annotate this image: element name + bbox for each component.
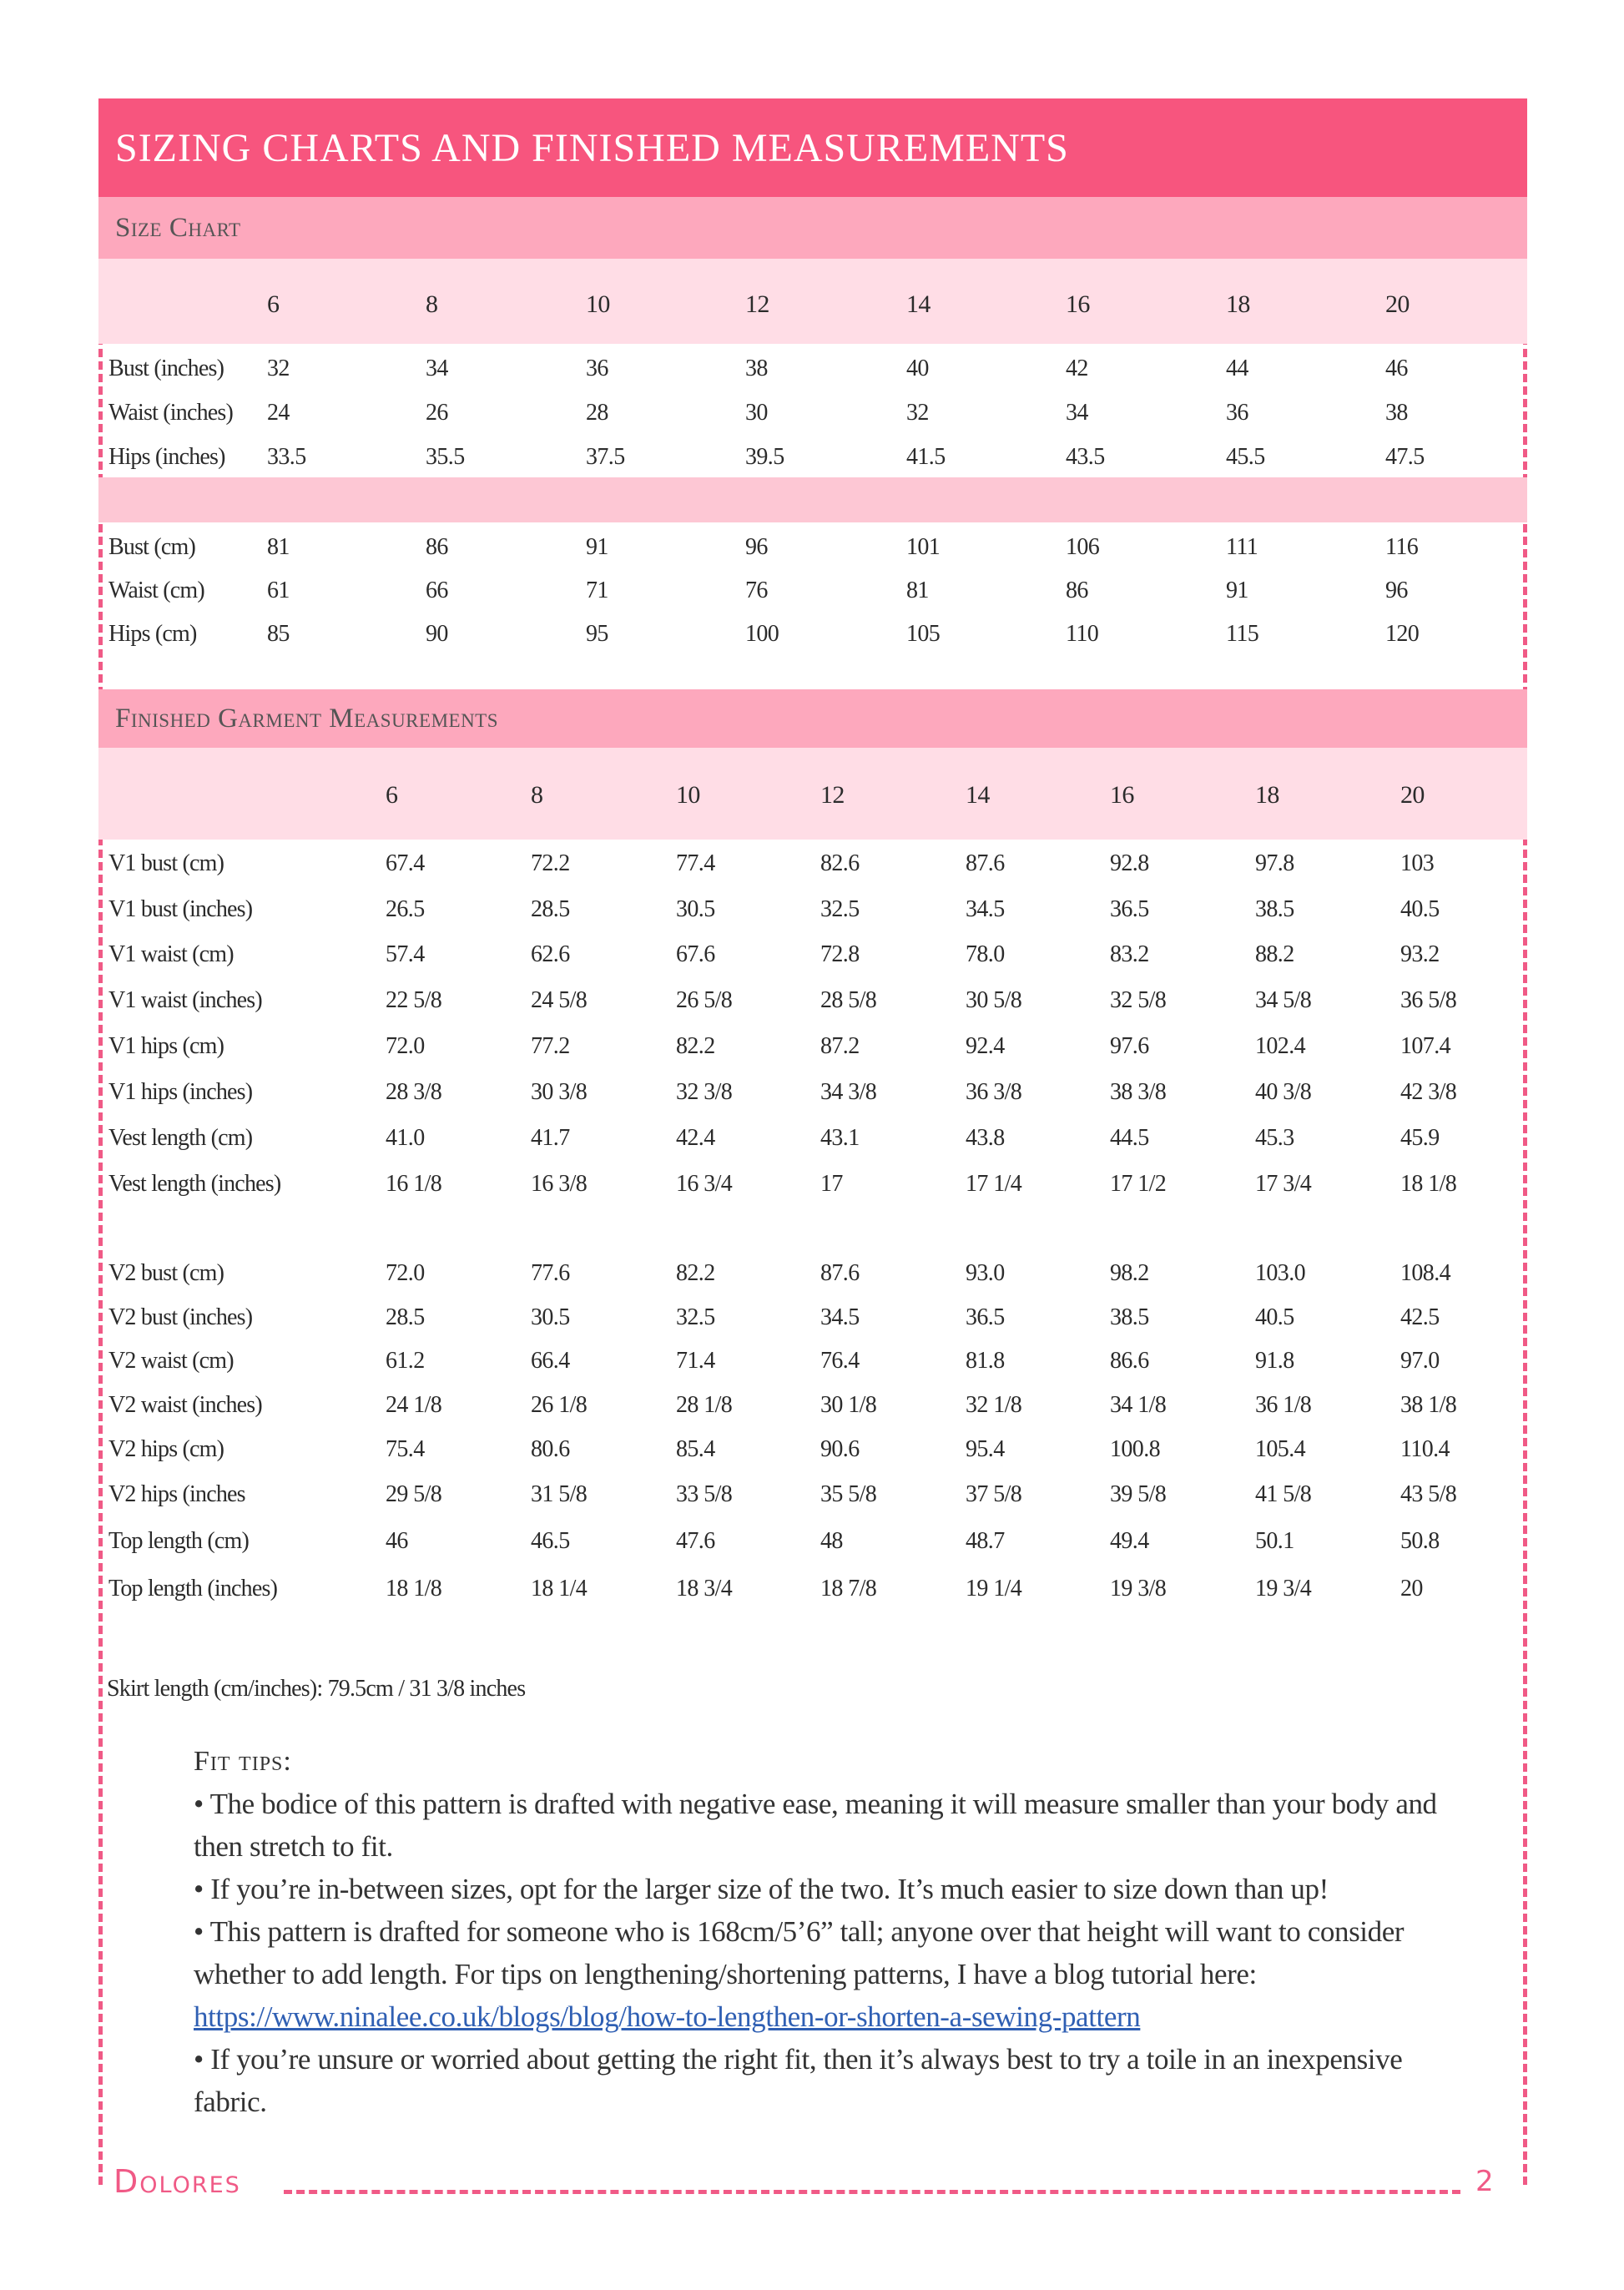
finished-cell: 30.5 (676, 896, 715, 922)
size-cell: 42 (1066, 356, 1088, 381)
size-cell: 115 (1226, 621, 1259, 647)
finished-cell: 72.2 (531, 850, 570, 876)
finished-cell: 26.5 (386, 896, 425, 922)
size-cell: 47.5 (1385, 444, 1425, 470)
size-header-16: 16 (1066, 290, 1090, 318)
size-cell: 34 (426, 356, 448, 381)
finished-row-label: V2 hips (inches (108, 1481, 245, 1507)
finished-row-label: V1 bust (inches) (108, 896, 253, 922)
size-cell: 38 (1385, 400, 1408, 426)
finished-cell: 17 3/4 (1255, 1171, 1312, 1197)
finished-cell: 107.4 (1400, 1033, 1451, 1059)
size-cell: 90 (426, 621, 448, 647)
size-cell: 91 (586, 534, 608, 560)
finished-cell: 71.4 (676, 1348, 715, 1374)
size-cell: 39.5 (745, 444, 784, 470)
size-cell: 45.5 (1226, 444, 1265, 470)
size-chart-header-row (98, 259, 1527, 344)
size-row-label: Hips (inches) (108, 444, 225, 470)
size-cell: 36 (586, 356, 608, 381)
size-cell: 46 (1385, 356, 1408, 381)
finished-cell: 36.5 (1110, 896, 1149, 922)
finished-row-label: V1 waist (cm) (108, 941, 234, 967)
finished-cell: 34 3/8 (820, 1079, 877, 1105)
finished-cell: 91.8 (1255, 1348, 1294, 1374)
fit-tip-3 (194, 1910, 1462, 2038)
finished-cell: 62.6 (531, 941, 570, 967)
finished-cell: 92.4 (966, 1033, 1005, 1059)
footer-page-number: 2 (1475, 2165, 1494, 2198)
finished-cell: 41 5/8 (1255, 1481, 1312, 1507)
size-cell: 71 (586, 578, 608, 603)
finished-cell: 72.0 (386, 1033, 425, 1059)
finished-cell: 93.2 (1400, 941, 1440, 967)
page-title: SIZING CHARTS AND FINISHED MEASUREMENTS (98, 98, 1527, 197)
finished-cell: 16 3/8 (531, 1171, 588, 1197)
finished-cell: 40.5 (1255, 1304, 1294, 1330)
finished-cell: 50.8 (1400, 1528, 1440, 1554)
finished-cell: 77.4 (676, 850, 715, 876)
finished-cell: 50.1 (1255, 1528, 1294, 1554)
size-cell: 37.5 (586, 444, 625, 470)
finished-row-label: V2 hips (cm) (108, 1436, 224, 1462)
finished-cell: 28 5/8 (820, 987, 877, 1013)
size-cell: 85 (267, 621, 290, 647)
finished-cell: 32 1/8 (966, 1392, 1022, 1418)
finished-cell: 39 5/8 (1110, 1481, 1167, 1507)
finished-cell: 46.5 (531, 1528, 570, 1554)
finished-row-label: V2 bust (inches) (108, 1304, 253, 1330)
finished-cell: 20 (1400, 1576, 1423, 1601)
finished-cell: 103 (1400, 850, 1435, 876)
finished-cell: 18 3/4 (676, 1576, 733, 1601)
size-header-12: 12 (745, 290, 769, 318)
finished-cell: 87.6 (966, 850, 1005, 876)
finished-cell: 41.0 (386, 1125, 425, 1151)
finished-row-label: V1 bust (cm) (108, 850, 224, 876)
size-header-20: 20 (1385, 290, 1410, 318)
finished-cell: 78.0 (966, 941, 1005, 967)
finished-cell: 17 1/2 (1110, 1171, 1167, 1197)
size-row-label: Bust (cm) (108, 534, 196, 560)
finished-cell: 22 5/8 (386, 987, 442, 1013)
finished-cell: 30 5/8 (966, 987, 1022, 1013)
finished-row-label: V1 hips (cm) (108, 1033, 224, 1059)
finished-cell: 18 1/4 (531, 1576, 588, 1601)
size-cell: 86 (1066, 578, 1088, 603)
finished-cell: 30 1/8 (820, 1392, 877, 1418)
size-cell: 81 (267, 534, 290, 560)
fit-tip-1: • The bodice of this pattern is drafted with negative ease, meaning it will measure smaller than your body and then stretch to fit. (194, 1788, 1437, 1863)
size-cell: 86 (426, 534, 448, 560)
size-chart-divider (98, 477, 1527, 522)
finished-cell: 30 3/8 (531, 1079, 588, 1105)
size-cell: 43.5 (1066, 444, 1105, 470)
size-cell: 76 (745, 578, 768, 603)
footer-dashed-line (284, 2190, 1460, 2194)
finished-cell: 18 1/8 (1400, 1171, 1457, 1197)
finished-cell: 18 7/8 (820, 1576, 877, 1601)
size-cell: 28 (586, 400, 608, 426)
finished-row-label: V1 waist (inches) (108, 987, 262, 1013)
finished-cell: 108.4 (1400, 1260, 1451, 1286)
finished-cell: 34 1/8 (1110, 1392, 1167, 1418)
size-cell: 33.5 (267, 444, 306, 470)
finished-cell: 82.6 (820, 850, 860, 876)
finished-cell: 30.5 (531, 1304, 570, 1330)
finished-cell: 24 5/8 (531, 987, 588, 1013)
finished-cell: 42.4 (676, 1125, 715, 1151)
size-chart-heading: Size Chart (98, 197, 1527, 259)
finished-cell: 28 1/8 (676, 1392, 733, 1418)
finished-cell: 77.2 (531, 1033, 570, 1059)
finished-row-label: Vest length (cm) (108, 1125, 253, 1151)
finished-cell: 36 3/8 (966, 1079, 1022, 1105)
finished-cell: 24 1/8 (386, 1392, 442, 1418)
finished-cell: 29 5/8 (386, 1481, 442, 1507)
finished-cell: 38.5 (1255, 896, 1294, 922)
finished-header-row (98, 748, 1527, 840)
finished-cell: 26 5/8 (676, 987, 733, 1013)
finished-cell: 67.4 (386, 850, 425, 876)
finished-cell: 34.5 (966, 896, 1005, 922)
finished-cell: 38 3/8 (1110, 1079, 1167, 1105)
finished-cell: 38 1/8 (1400, 1392, 1457, 1418)
finished-cell: 17 1/4 (966, 1171, 1022, 1197)
finished-cell: 19 3/4 (1255, 1576, 1312, 1601)
finished-row-label: Top length (inches) (108, 1576, 278, 1601)
finished-cell: 110.4 (1400, 1436, 1450, 1462)
finished-cell: 26 1/8 (531, 1392, 588, 1418)
finished-cell: 88.2 (1255, 941, 1294, 967)
finished-header-18: 18 (1255, 781, 1279, 809)
size-cell: 96 (1385, 578, 1408, 603)
finished-cell: 19 3/8 (1110, 1576, 1167, 1601)
finished-header-6: 6 (386, 781, 398, 809)
finished-cell: 76.4 (820, 1348, 860, 1374)
finished-cell: 43.1 (820, 1125, 860, 1151)
size-row-label: Hips (cm) (108, 621, 197, 647)
size-cell: 96 (745, 534, 768, 560)
finished-cell: 28.5 (531, 896, 570, 922)
size-cell: 30 (745, 400, 768, 426)
finished-cell: 43 5/8 (1400, 1481, 1457, 1507)
size-cell: 32 (906, 400, 929, 426)
finished-header-10: 10 (676, 781, 700, 809)
size-header-8: 8 (426, 290, 438, 318)
finished-cell: 97.8 (1255, 850, 1294, 876)
fit-tip-4: • If you’re unsure or worried about getting the right fit, then it’s always best to try a toile in an inexpensive fabric. (194, 2043, 1403, 2118)
finished-cell: 57.4 (386, 941, 425, 967)
size-cell: 66 (426, 578, 448, 603)
size-cell: 105 (906, 621, 941, 647)
finished-cell: 72.0 (386, 1260, 425, 1286)
size-cell: 101 (906, 534, 941, 560)
finished-cell: 16 3/4 (676, 1171, 733, 1197)
size-cell: 120 (1385, 621, 1420, 647)
fit-tips (194, 1740, 1462, 2123)
finished-cell: 77.6 (531, 1260, 570, 1286)
finished-cell: 67.6 (676, 941, 715, 967)
size-cell: 38 (745, 356, 768, 381)
finished-cell: 87.2 (820, 1033, 860, 1059)
footer-pattern-name: Dolores (113, 2163, 241, 2200)
finished-cell: 85.4 (676, 1436, 715, 1462)
finished-cell: 105.4 (1255, 1436, 1306, 1462)
size-cell: 24 (267, 400, 290, 426)
size-cell: 61 (267, 578, 290, 603)
finished-cell: 83.2 (1110, 941, 1149, 967)
finished-cell: 36 5/8 (1400, 987, 1457, 1013)
finished-cell: 32 3/8 (676, 1079, 733, 1105)
fit-tip-3-text: • This pattern is drafted for someone who is 168cm/5’6” tall; anyone over that height will want to consider whether to add length. For tips on lengthening/shortening patterns, I have a blog tutorial here: (194, 1915, 1405, 1990)
fit-tips-heading: Fit tips: (194, 1746, 292, 1777)
finished-heading: Finished Garment Measurements (98, 689, 1527, 748)
size-row-label: Waist (inches) (108, 400, 234, 426)
finished-cell: 97.0 (1400, 1348, 1440, 1374)
size-cell: 116 (1385, 534, 1419, 560)
finished-cell: 102.4 (1255, 1033, 1306, 1059)
finished-cell: 48 (820, 1528, 843, 1554)
finished-row-label: V1 hips (inches) (108, 1079, 253, 1105)
finished-cell: 61.2 (386, 1348, 425, 1374)
finished-cell: 48.7 (966, 1528, 1005, 1554)
finished-cell: 45.3 (1255, 1125, 1294, 1151)
finished-header-12: 12 (820, 781, 845, 809)
finished-cell: 81.8 (966, 1348, 1005, 1374)
size-cell: 35.5 (426, 444, 465, 470)
size-cell: 111 (1226, 534, 1258, 560)
finished-cell: 31 5/8 (531, 1481, 588, 1507)
finished-cell: 49.4 (1110, 1528, 1149, 1554)
finished-cell: 93.0 (966, 1260, 1005, 1286)
finished-cell: 33 5/8 (676, 1481, 733, 1507)
finished-cell: 38.5 (1110, 1304, 1149, 1330)
size-header-10: 10 (586, 290, 610, 318)
finished-cell: 35 5/8 (820, 1481, 877, 1507)
size-cell: 44 (1226, 356, 1248, 381)
size-row-label: Waist (cm) (108, 578, 204, 603)
finished-cell: 75.4 (386, 1436, 425, 1462)
finished-cell: 44.5 (1110, 1125, 1149, 1151)
fit-tip-2: • If you’re in-between sizes, opt for the larger size of the two. It’s much easier to size down than up! (194, 1873, 1329, 1905)
size-header-18: 18 (1226, 290, 1250, 318)
finished-cell: 86.6 (1110, 1348, 1149, 1374)
finished-cell: 40 3/8 (1255, 1079, 1312, 1105)
size-cell: 36 (1226, 400, 1248, 426)
finished-cell: 87.6 (820, 1260, 860, 1286)
finished-cell: 80.6 (531, 1436, 570, 1462)
size-cell: 81 (906, 578, 929, 603)
size-header-14: 14 (906, 290, 931, 318)
finished-cell: 18 1/8 (386, 1576, 442, 1601)
finished-cell: 19 1/4 (966, 1576, 1022, 1601)
finished-cell: 95.4 (966, 1436, 1005, 1462)
size-cell: 106 (1066, 534, 1100, 560)
finished-header-14: 14 (966, 781, 990, 809)
finished-cell: 32.5 (676, 1304, 715, 1330)
finished-cell: 97.6 (1110, 1033, 1149, 1059)
skirt-length-note: Skirt length (cm/inches): 79.5cm / 31 3/8 inches (107, 1676, 526, 1702)
finished-cell: 34.5 (820, 1304, 860, 1330)
finished-cell: 36.5 (966, 1304, 1005, 1330)
size-cell: 40 (906, 356, 929, 381)
finished-cell: 36 1/8 (1255, 1392, 1312, 1418)
finished-row-label: V2 waist (inches) (108, 1392, 262, 1418)
finished-cell: 72.8 (820, 941, 860, 967)
finished-cell: 42 3/8 (1400, 1079, 1457, 1105)
finished-cell: 92.8 (1110, 850, 1149, 876)
size-cell: 91 (1226, 578, 1248, 603)
finished-row-label: V2 waist (cm) (108, 1348, 234, 1374)
finished-cell: 98.2 (1110, 1260, 1149, 1286)
size-cell: 41.5 (906, 444, 946, 470)
finished-row-label: V2 bust (cm) (108, 1260, 224, 1286)
finished-cell: 34 5/8 (1255, 987, 1312, 1013)
size-cell: 34 (1066, 400, 1088, 426)
finished-cell: 90.6 (820, 1436, 860, 1462)
finished-cell: 28.5 (386, 1304, 425, 1330)
finished-cell: 42.5 (1400, 1304, 1440, 1330)
finished-cell: 46 (386, 1528, 408, 1554)
finished-cell: 37 5/8 (966, 1481, 1022, 1507)
size-cell: 100 (745, 621, 779, 647)
finished-cell: 28 3/8 (386, 1079, 442, 1105)
finished-cell: 40.5 (1400, 896, 1440, 922)
finished-header-16: 16 (1110, 781, 1134, 809)
finished-header-20: 20 (1400, 781, 1425, 809)
finished-cell: 43.8 (966, 1125, 1005, 1151)
size-cell: 32 (267, 356, 290, 381)
size-cell: 110 (1066, 621, 1099, 647)
finished-cell: 41.7 (531, 1125, 570, 1151)
blog-tutorial-link[interactable]: https://www.ninalee.co.uk/blogs/blog/how-to-lengthen-or-shorten-a-sewing-pattern (194, 2000, 1141, 2033)
finished-cell: 66.4 (531, 1348, 570, 1374)
finished-cell: 47.6 (676, 1528, 715, 1554)
finished-cell: 45.9 (1400, 1125, 1440, 1151)
size-cell: 26 (426, 400, 448, 426)
finished-cell: 82.2 (676, 1033, 715, 1059)
size-row-label: Bust (inches) (108, 356, 224, 381)
finished-row-label: Vest length (inches) (108, 1171, 281, 1197)
finished-cell: 100.8 (1110, 1436, 1161, 1462)
finished-cell: 17 (820, 1171, 843, 1197)
size-cell: 95 (586, 621, 608, 647)
finished-header-8: 8 (531, 781, 543, 809)
finished-cell: 103.0 (1255, 1260, 1306, 1286)
finished-cell: 32 5/8 (1110, 987, 1167, 1013)
finished-cell: 82.2 (676, 1260, 715, 1286)
finished-row-label: Top length (cm) (108, 1528, 249, 1554)
size-header-6: 6 (267, 290, 280, 318)
finished-cell: 32.5 (820, 896, 860, 922)
finished-cell: 16 1/8 (386, 1171, 442, 1197)
